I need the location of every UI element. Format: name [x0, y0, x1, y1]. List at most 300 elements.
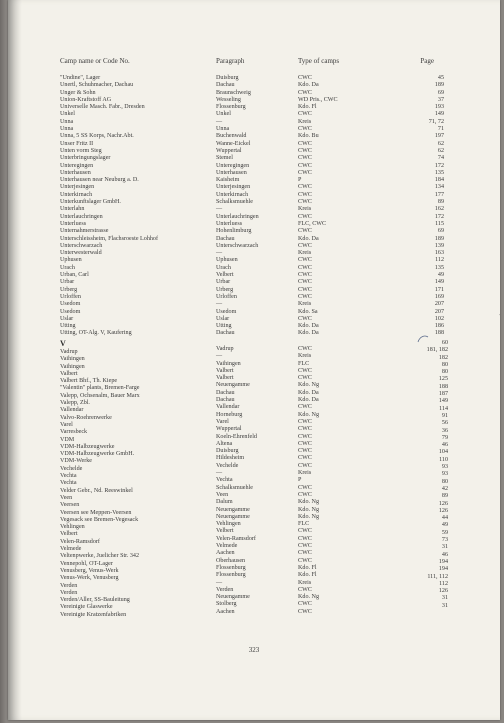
camp-type-entry: P [298, 477, 302, 484]
page-ref-entry: 102 [434, 315, 444, 322]
camp-name-entry: Unna, 5 SS Korps, Nachr.Abt. [60, 133, 134, 140]
camp-name-entry: VDM-Werke [60, 458, 92, 465]
paragraph-entry: — [216, 206, 223, 213]
camp-type-entry: CWC [298, 213, 312, 220]
page-ref-entry: 169 [434, 293, 444, 300]
camp-name-entry: Uphusen [60, 257, 82, 264]
page-ref-entry: 69 [437, 89, 444, 96]
camp-name-entry: Unteregingen [60, 162, 94, 169]
camp-name-entry: Valbert Bhf., Th. Kiepe [60, 378, 118, 385]
camp-type-entry: Kdo. Da [298, 397, 319, 404]
camp-type-entry: CWC [298, 272, 312, 279]
page-ref-entry: 37 [437, 96, 444, 103]
page-ref-entry: 126 [438, 588, 448, 595]
paragraph-entry: Unteregingen [216, 162, 250, 169]
paragraph-entry: Neuengamme [216, 594, 250, 601]
camp-type-entry: CWC [298, 293, 312, 300]
camp-type-entry: CWC [298, 455, 312, 462]
camp-name-entry: Velen-Ramsdorf [60, 538, 100, 545]
page-ref-entry: 177 [434, 191, 444, 198]
camp-name-entry: Valvo-Roehrenwerke [60, 414, 112, 421]
camp-name-entry: Valepp, Ochsenalm, Bauer Marx [60, 392, 140, 399]
paragraph-entry: Schalksmuehle [216, 484, 253, 491]
paragraph-entry: Hohenlimburg [216, 228, 252, 235]
camp-name-entry: Unterbringungslager [60, 155, 111, 162]
camp-type-entry: CWC [298, 346, 312, 352]
camp-type-entry: CWC [298, 535, 312, 542]
page-ref-entry: 112 [439, 580, 448, 587]
camp-type-entry: Kdo. Ng [298, 382, 319, 389]
paragraph-entry: — [216, 118, 223, 125]
section-v-page-column [398, 340, 448, 610]
camp-name-entry: Unna [60, 118, 74, 125]
camp-name-entry: Verden/Aller, SS-Bauleitung [60, 597, 130, 604]
camp-name-entry: Vechelde [60, 465, 83, 472]
paragraph-entry: Aachen [216, 550, 235, 557]
camp-type-entry: CWC [298, 257, 312, 264]
page-ref-entry: 46 [441, 551, 448, 558]
camp-name-entry: Universelle Masch. Fabr., Dresden [60, 104, 145, 111]
camp-name-entry: Vereinigte Kratzenfabriken [60, 611, 127, 618]
camp-type-entry: Kdo. Fl [298, 104, 317, 111]
paragraph-entry: Wanne-Eickel [216, 140, 251, 147]
camp-name-entry: Usedom [60, 301, 81, 308]
camp-name-entry: Unten vorm Steg [60, 147, 102, 154]
camp-name-entry: Unger & Sohn [60, 89, 96, 96]
camp-type-entry: FLC [298, 521, 310, 528]
paragraph-entry: Vadrup [216, 346, 234, 352]
camp-type-entry: Kdo. Da [298, 82, 319, 89]
camp-name-entry: Vaihingen [60, 363, 85, 370]
camp-name-entry: Usedom [60, 308, 81, 315]
page-ref-entry: 93 [441, 464, 448, 471]
page-ref-entry: 60 [441, 340, 448, 346]
camp-type-entry: CWC [298, 375, 312, 382]
section-v-type-column [298, 346, 319, 616]
page-ref-entry: 187 [438, 391, 448, 398]
camp-type-entry: CWC [298, 169, 312, 176]
paragraph-entry: Dachau [216, 82, 235, 89]
paragraph-entry: — [216, 250, 223, 257]
camp-name-entry: VDM [60, 436, 75, 443]
camp-name-entry: Vallendar [60, 407, 84, 414]
camp-name-entry: Unterhausen [60, 169, 91, 176]
camp-name-entry: Velmede [60, 546, 82, 553]
page-ref-entry: 149 [434, 111, 444, 118]
page-ref-entry: 42 [441, 485, 448, 492]
page-ref-entry: 89 [441, 493, 448, 500]
camp-name-entry: Unterluess [60, 220, 87, 227]
camp-type-entry: WD Pris., CWC [298, 96, 338, 103]
paragraph-entry: Valbert [216, 367, 234, 374]
page-ref-entry: 126 [438, 507, 448, 514]
camp-type-entry: CWC [298, 550, 312, 557]
paragraph-entry: Flossenburg [216, 104, 246, 111]
page-ref-entry: 163 [434, 250, 444, 257]
paragraph-entry: Veen [216, 491, 229, 498]
camp-name-entry: Unterhausen near Neuburg a. D. [60, 177, 139, 184]
camp-name-entry: Vehlingen [60, 524, 85, 531]
camp-type-entry: CWC [298, 601, 312, 608]
camp-type-entry: Kdo. Ng [298, 411, 319, 418]
paragraph-entry: Velen-Ramsdorf [216, 535, 256, 542]
camp-type-entry: Kreis [298, 579, 312, 586]
camp-name-entry: VDM-Halbzeugwerke GmbH. [60, 451, 135, 458]
paragraph-entry: Valbert [216, 375, 234, 382]
camp-type-entry: FLC [298, 360, 310, 367]
page-ref-entry: 91 [441, 412, 448, 419]
camp-type-entry: Kdo. Da [298, 330, 319, 337]
page-ref-entry: 189 [434, 235, 444, 242]
paragraph-entry: Vaihingen [216, 360, 241, 367]
page-ref-entry: 49 [441, 522, 448, 529]
page-ref-entry: 111, 112 [427, 573, 448, 580]
camp-name-entry: Unterkirnach [60, 191, 93, 198]
camp-type-entry: CWC [298, 367, 312, 374]
camp-name-entry: Union-Kraftstoff AG [60, 96, 112, 103]
paragraph-entry: Unna [216, 126, 230, 133]
paragraph-entry: Urach [216, 264, 231, 271]
header-page: Page [420, 57, 434, 65]
camp-name-entry: Uslar [60, 315, 74, 322]
page-ref-entry: 46 [441, 442, 448, 449]
camp-type-entry: CWC [298, 543, 312, 550]
paragraph-entry: Unterkirnach [216, 191, 249, 198]
paragraph-entry: Stemel [216, 155, 233, 162]
paragraph-entry: Wuppertal [216, 147, 242, 154]
page-ref-entry: 49 [437, 272, 444, 279]
camp-type-entry: Kreis [298, 301, 312, 308]
paragraph-entry: Vechelde [216, 462, 239, 469]
camp-name-entry: Urloffen [60, 293, 81, 300]
camp-name-entry: Venusberg, Venus-Werk [60, 567, 119, 574]
camp-type-entry: CWC [298, 462, 312, 469]
camp-name-entry: Valbert [60, 370, 78, 377]
paragraph-entry: Oberhausen [216, 557, 246, 564]
page-ref-entry: 162 [434, 206, 444, 213]
section-u-paragraph-column [216, 75, 259, 338]
paragraph-entry: Aachen [216, 608, 235, 615]
page-ref-entry: 171 [434, 286, 444, 293]
paragraph-entry: Unterschwarzach [216, 242, 259, 249]
camp-name-entry: Veersen see Meppen-Veersen [60, 509, 132, 516]
camp-type-entry: P [298, 177, 302, 184]
camp-name-entry: Veltenpwerke, Juelicher Str. 342 [60, 553, 140, 560]
camp-type-entry: CWC [298, 264, 312, 271]
page-ref-entry: 182 [438, 354, 448, 361]
document-page [8, 0, 500, 720]
page-ref-entry: 89 [437, 199, 444, 206]
camp-type-entry: CWC [298, 404, 312, 411]
paragraph-entry: Vallendar [216, 404, 240, 411]
camp-type-entry: CWC [298, 147, 312, 154]
page-ref-entry: 44 [441, 515, 448, 522]
camp-type-entry: CWC [298, 111, 312, 118]
page-ref-entry: 125 [438, 376, 448, 383]
camp-type-entry: CWC [298, 418, 312, 425]
paragraph-entry: Wesseling [216, 96, 241, 103]
paragraph-entry: Urbar [216, 279, 231, 286]
camp-type-entry: CWC [298, 155, 312, 162]
camp-type-entry: CWC [298, 426, 312, 433]
camp-type-entry: Kreis [298, 118, 312, 125]
camp-type-entry: Kreis [298, 470, 312, 477]
paragraph-entry: Dalum [216, 499, 233, 506]
page-ref-entry: 56 [441, 420, 448, 427]
page-ref-entry: 80 [441, 478, 448, 485]
page-ref-entry: 69 [437, 228, 444, 235]
camp-name-entry: Urban, Carl [60, 272, 89, 279]
page-ref-entry: 110 [439, 456, 448, 463]
paragraph-entry: Vechta [216, 477, 233, 484]
paragraph-entry: Koeln-Ehrenfeld [216, 433, 257, 440]
camp-name-entry: "Undine", Lager [60, 75, 101, 81]
camp-type-entry: CWC [298, 491, 312, 498]
camp-type-entry: Kdo. Bu [298, 133, 319, 140]
paragraph-entry: Unterhausen [216, 169, 247, 176]
camp-name-entry: Varel [60, 421, 73, 428]
paragraph-entry: Urloffen [216, 293, 237, 300]
camp-name-entry: Unser Fritz II [60, 140, 94, 147]
paragraph-entry: Verden [216, 586, 234, 593]
camp-name-entry: Unkel [60, 111, 75, 118]
header-camp-name: Camp name or Code No. [60, 57, 130, 65]
paragraph-entry: Duisburg [216, 448, 239, 455]
camp-name-entry: Urbar [60, 279, 75, 286]
page-ref-entry: 115 [435, 220, 444, 227]
page-ref-entry: 194 [438, 558, 448, 565]
header-type-of-camps: Type of camps [298, 57, 340, 65]
camp-type-entry: CWC [298, 557, 312, 564]
paragraph-entry: Utting [216, 323, 232, 330]
page-ref-entry: 139 [434, 242, 444, 249]
camp-name-entry: Unterlauchringen [60, 213, 103, 220]
camp-type-entry: Kreis [298, 250, 312, 257]
camp-type-entry: CWC [298, 191, 312, 198]
camp-name-entry: "Valentin" plants, Bremen-Farge [60, 385, 140, 392]
page-number: 323 [248, 646, 260, 654]
pencil-mark-icon [416, 334, 430, 344]
page-ref-entry: 135 [434, 169, 444, 176]
paragraph-entry: Varel [216, 418, 229, 425]
camp-type-entry: CWC [298, 586, 312, 593]
camp-type-entry: CWC [298, 433, 312, 440]
paragraph-entry: Unterluess [216, 220, 243, 227]
page-ref-entry: 172 [434, 162, 444, 169]
camp-name-entry: Vereinigte Glaswerke [60, 604, 113, 611]
camp-type-entry: Kreis [298, 353, 312, 360]
edge-scratch-icon [498, 312, 500, 352]
camp-type-entry: Kdo. Ng [298, 506, 319, 513]
camp-type-entry: Kdo. Da [298, 389, 319, 396]
paragraph-entry: — [216, 579, 223, 586]
camp-type-entry: CWC [298, 162, 312, 169]
section-v-paragraph-column [216, 346, 257, 616]
header-paragraph: Paragraph [216, 57, 245, 65]
page-ref-entry: 194 [438, 566, 448, 573]
page-ref-entry: 134 [434, 184, 444, 191]
camp-name-entry: Utting [60, 323, 76, 330]
page-ref-entry: 45 [437, 75, 444, 81]
camp-type-entry: Kdo. Sa [298, 308, 318, 315]
camp-type-entry: CWC [298, 242, 312, 249]
paragraph-entry: Hildesheim [216, 455, 245, 462]
paragraph-entry: Usedom [216, 308, 237, 315]
camp-type-entry: Kdo. Ng [298, 513, 319, 520]
camp-name-entry: Utting, OT-Alg. V, Kaufering [60, 330, 132, 337]
camp-name-entry: Vadrup [60, 349, 78, 355]
camp-type-entry: CWC [298, 89, 312, 96]
paragraph-entry: Neuengamme [216, 382, 250, 389]
camp-name-entry: Unterkunftslager GmbH. [60, 199, 121, 206]
camp-type-entry: Kdo. Fl [298, 564, 317, 571]
paragraph-entry: — [216, 353, 223, 360]
page-ref-entry: 149 [438, 398, 448, 405]
page-ref-entry: 31 [441, 595, 448, 602]
paragraph-entry: Unkel [216, 111, 231, 118]
camp-type-entry: CWC [298, 315, 312, 322]
camp-type-entry: CWC [298, 286, 312, 293]
paragraph-entry: Neuengamme [216, 506, 250, 513]
paragraph-entry: Unterjesingen [216, 184, 251, 191]
paragraph-entry: Stolberg [216, 601, 237, 608]
section-u-names-column [60, 75, 158, 338]
paragraph-entry: — [216, 470, 223, 477]
paragraph-entry: Wuppertal [216, 426, 242, 433]
page-ref-entry: 71, 72 [428, 118, 444, 125]
page-ref-entry: 62 [437, 140, 444, 147]
camp-type-entry: Kdo. Da [298, 235, 319, 242]
page-ref-entry: 74 [437, 155, 444, 162]
camp-type-entry: CWC [298, 126, 312, 133]
page-ref-entry: 181, 182 [426, 347, 448, 354]
paragraph-entry: Kaisheim [216, 177, 240, 184]
page-ref-entry: 93 [441, 471, 448, 478]
camp-type-entry: Kdo. Da [298, 323, 319, 330]
camp-name-entry: Unterlahn [60, 206, 85, 213]
camp-name-entry: Vennepohl, OT-Lager [60, 560, 113, 567]
camp-type-entry: Kreis [298, 206, 312, 213]
page-ref-entry: 62 [437, 147, 444, 154]
page-ref-entry: 79 [441, 434, 448, 441]
camp-name-entry: Unterwesterwald [60, 250, 102, 257]
camp-type-entry: CWC [298, 184, 312, 191]
paragraph-entry: Velbert [216, 528, 234, 535]
camp-type-entry: Kdo. Ng [298, 499, 319, 506]
camp-name-entry: Unertl, Schuhmacher, Dachau [60, 82, 134, 89]
page-ref-entry: 184 [434, 177, 444, 184]
binding-shadow [8, 0, 22, 720]
camp-name-entry: Valepp, Zbl. [60, 400, 90, 407]
camp-name-entry: Veen [60, 494, 73, 501]
paragraph-entry: Neuengamme [216, 513, 250, 520]
page-ref-entry: 59 [441, 529, 448, 536]
page-ref-entry: 188 [434, 330, 444, 337]
camp-type-entry: CWC [298, 279, 312, 286]
camp-name-entry: VDM-Halbzeugwerke [60, 443, 115, 450]
page-ref-entry: 172 [434, 213, 444, 220]
paragraph-entry: Altena [216, 440, 233, 447]
page-ref-entry: 80 [441, 361, 448, 368]
paragraph-entry: Horneburg [216, 411, 243, 418]
page-ref-entry: 31 [441, 602, 448, 609]
page-ref-entry: 31 [441, 544, 448, 551]
camp-type-entry: CWC [298, 228, 312, 235]
camp-name-entry: Venus-Werk, Venusberg [60, 575, 119, 582]
paragraph-entry: Uslar [216, 315, 230, 322]
section-u-page-column [398, 75, 444, 338]
section-letter-v: V [60, 339, 66, 348]
section-u-type-column [298, 75, 338, 338]
paragraph-entry: Unterlauchringen [216, 213, 259, 220]
camp-name-entry: Unterjesingen [60, 184, 95, 191]
camp-name-entry: Velder Gebr., Nd. Reeswinkel [60, 487, 133, 494]
camp-name-entry: Veersen [60, 502, 80, 509]
paragraph-entry: — [216, 301, 223, 308]
paragraph-entry: Braunschweig [216, 89, 251, 96]
paragraph-entry: Dachau [216, 397, 235, 404]
camp-name-entry: Unterschwarzach [60, 242, 103, 249]
paragraph-entry: Schalksmuehle [216, 199, 253, 206]
page-ref-entry: 193 [434, 104, 444, 111]
camp-name-entry: Urach [60, 264, 75, 271]
page-ref-entry: 80 [441, 369, 448, 376]
camp-name-entry: Verden [60, 582, 78, 589]
camp-type-entry: CWC [298, 440, 312, 447]
camp-name-entry: Urberg [60, 286, 78, 293]
camp-name-entry: Unternahmerstrasse [60, 228, 109, 235]
page-ref-entry: 197 [434, 133, 444, 140]
camp-name-entry: Vechta [60, 480, 77, 487]
camp-name-entry: Varresbeck [60, 429, 88, 436]
page-ref-entry: 112 [435, 257, 444, 264]
camp-type-entry: CWC [298, 448, 312, 455]
page-ref-entry: 207 [434, 308, 444, 315]
page-ref-entry: 126 [438, 500, 448, 507]
page-ref-entry: 114 [439, 405, 448, 412]
paragraph-entry: Flossenburg [216, 564, 246, 571]
paragraph-entry: Velbert [216, 272, 234, 279]
camp-name-entry: Verden [60, 589, 78, 596]
paragraph-entry: Dachau [216, 330, 235, 337]
page-ref-entry: 149 [434, 279, 444, 286]
paragraph-entry: Velmede [216, 543, 238, 550]
paragraph-entry: Dachau [216, 389, 235, 396]
paragraph-entry: Urberg [216, 286, 234, 293]
camp-type-entry: CWC [298, 75, 312, 81]
camp-name-entry: Vaihingen [60, 356, 85, 363]
camp-type-entry: Kdo. Fl [298, 572, 317, 579]
page-ref-entry: 36 [441, 427, 448, 434]
section-v-names-column [60, 349, 140, 619]
page-ref-entry: 135 [434, 264, 444, 271]
camp-type-entry: CWC [298, 608, 312, 615]
camp-type-entry: CWC [298, 199, 312, 206]
paragraph-entry: Dachau [216, 235, 235, 242]
page-ref-entry: 188 [438, 383, 448, 390]
paragraph-entry: Flossenburg [216, 572, 246, 579]
camp-type-entry: Kdo. Ng [298, 594, 319, 601]
camp-type-entry: CWC [298, 484, 312, 491]
paragraph-entry: Uphusen [216, 257, 238, 264]
page-ref-entry: 71 [437, 126, 444, 133]
camp-name-entry: Unterschleissheim, Flachsroeste Lohhof [60, 235, 158, 242]
page-ref-entry: 73 [441, 537, 448, 544]
camp-type-entry: CWC [298, 140, 312, 147]
camp-name-entry: Vegesack see Bremen-Vegesack [60, 516, 139, 523]
camp-type-entry: FLC, CWC [298, 220, 327, 227]
camp-name-entry: Velbert [60, 531, 78, 538]
